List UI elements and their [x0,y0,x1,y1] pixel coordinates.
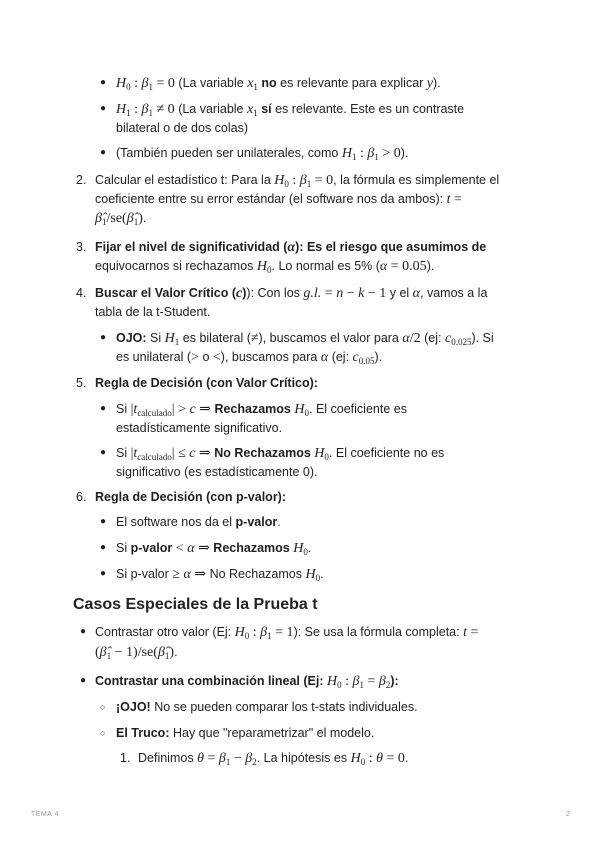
bullet: ● [100,542,107,553]
bullet: ● [100,147,107,158]
step-3-cont: equivocarnos si rechazamos $H_0$. Lo normal es 5% (α = 0.05). [95,259,435,275]
hypothesis-alt-cont: bilateral o de dos colas) [116,121,249,135]
ojo-individual: ¡OJO! No se pueden comparar los t-stats individuales. [116,700,418,714]
hypothesis-null: $H_0$ : $\beta_1 = 0$ (La variable $x_1$ no es relevante para explicar y). [116,76,441,92]
special-other-formula: ($\betâ_1$ − $1)/se(\betâ_1)$. [95,645,178,661]
rule-no-reject-cont: significativo (es estadísticamente 0). [116,465,318,479]
rule-no-reject: Si $|t_{calculado}| \le c$ ⇒ No Rechazamos $H_0$. El coeficiente no es [116,446,445,462]
pvalue-reject: Si p-valor < α ⇒ Rechazamos $H_0$. [116,541,312,557]
list-number: 1. [120,751,131,765]
bullet: ● [100,568,107,579]
truco: El Truco: Hay que "reparametrizar" el modelo. [116,726,375,740]
list-number: 6. [76,490,87,504]
step-5: Regla de Decisión (con Valor Crítico): [95,376,318,390]
list-number: 5. [76,376,87,390]
step-4-cont: tabla de la t-Student. [95,305,211,319]
bullet: ● [100,403,107,414]
pvalue-no-reject: Si p-valor ≥ α ⇒ No Rechazamos $H_0$. [116,567,324,583]
rule-reject-cont: estadísticamente significativo. [116,421,283,435]
bullet: ● [100,332,107,343]
footer-left: TEMA 4 [31,811,59,818]
circle-bullet: ○ [100,702,106,712]
section-title: Casos Especiales de la Prueba t [73,596,318,613]
ojo-note-cont: es unilateral (> o <), buscamos para α (ej: $c_{0.05}$). [116,350,383,366]
list-number: 4. [76,286,87,300]
define-theta: Definimos $\theta = \beta_1 - \beta_2$. La hipótesis es $H_0$ : θ = 0. [138,751,409,767]
special-other-value: Contrastar otro valor (Ej: $H_0$ : $\beta_1 = 1$): Se usa la fórmula completa: t = [95,625,479,641]
bullet: ● [100,77,107,88]
step-3: Fijar el nivel de significatividad (α): Es el riesgo que asumimos de [95,240,487,255]
special-linear-combination: Contrastar una combinación lineal (Ej: $H_0$ : $\beta_1 = \beta_2$): [95,674,399,690]
bullet: ● [80,626,87,637]
bullet: ● [100,516,107,527]
step-2-cont: coeficiente entre su error estándar (el software nos da ambos): t = [95,192,462,207]
bullet: ● [100,103,107,114]
step-4: Buscar el Valor Crítico (c)): Con los g.l. = n − k − 1 y el α, vamos a la [95,286,488,301]
circle-bullet: ○ [100,728,106,738]
bullet: ● [80,675,87,686]
unilateral-note: (También pueden ser unilaterales, como $H_1$ : $\beta_1 > 0$). [116,146,409,162]
pvalue-note: El software nos da el p-valor. [116,515,281,529]
step-6: Regla de Decisión (con p-valor): [95,490,287,504]
page-number: 2 [566,811,571,818]
step-2: Calcular el estadístico t: Para la $H_0$ : $\beta_1 = 0$, la fórmula es simplemente el [95,173,500,189]
step-2-formula: $\betâ_1/se(\betâ_1)$. [95,211,147,227]
rule-reject: Si $|t_{calculado}| > c$ ⇒ Rechazamos $H_0$. El coeficiente es [116,402,407,418]
bullet: ● [100,447,107,458]
ojo-note: OJO: Si $H_1$ es bilateral (≠), buscamos el valor para α/2 (ej: $c_{0.025}$). Si [116,331,494,347]
list-number: 3. [76,240,87,254]
list-number: 2. [76,173,87,187]
hypothesis-alt: $H_1$ : $\beta_1 \ne 0$ (La variable $x_1$ sí es relevante. Este es un contraste [116,102,465,118]
